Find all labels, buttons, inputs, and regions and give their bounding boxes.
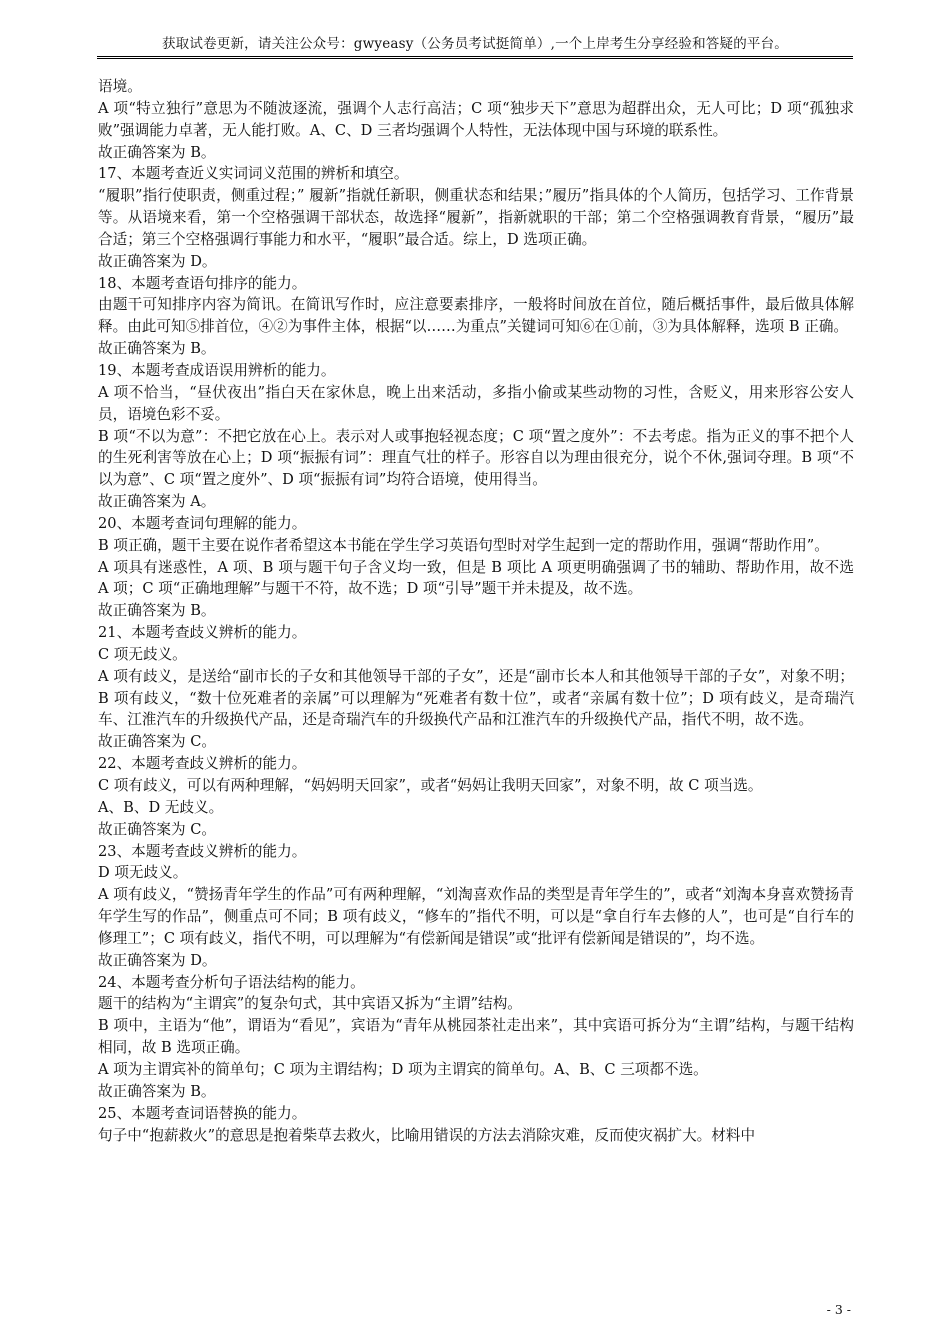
paragraph: 故正确答案为 D。 — [98, 252, 217, 270]
question-heading: 19、本题考查成语误用辨析的能力。 — [98, 361, 336, 379]
paragraph: B 项中，主语为“他”，谓语为“看见”，宾语为“青年从桃园茶社走出来”，其中宾语可拆分为“主谓”结构，与题干结构相同，故 B 选项正确。 — [98, 1017, 854, 1057]
paragraph: 故正确答案为 B。 — [98, 143, 216, 161]
paragraph: 故正确答案为 C。 — [98, 820, 216, 838]
question-heading: 18、本题考查语句排序的能力。 — [98, 274, 307, 292]
paragraph: 语境。 — [98, 78, 142, 95]
paragraph: D 项无歧义。 — [98, 864, 188, 882]
paragraph: B 项正确，题干主要在说作者希望这本书能在学生学习英语句型时对学生起到一定的帮助作用，强调“帮助作用”。 — [98, 536, 829, 554]
paragraph: A 项为主谓宾补的简单句；C 项为主谓结构；D 项为主谓宾的简单句。A、B、C 三项都不选。 — [98, 1060, 708, 1078]
paragraph: 句子中“抱薪救火”的意思是抱着柴草去救火，比喻用错误的方法去消除灾难，反而使灾祸扩大。材料中 — [98, 1126, 756, 1144]
paragraph: A 项有歧义，“赞扬青年学生的作品”可有两种理解，“刘淘喜欢作品的类型是青年学生的”，或者“刘淘本身喜欢赞扬青年学生写的作品”，侧重点可不同；B 项有歧义，“修车的”指代不明，可以是“拿自行车去修的人”，也可是“自行车的修理工”；C 项有歧义，指代不明，可以理解为“有偿新闻是错误”或“批评有偿新闻是错误的”，均不选。 — [98, 886, 854, 947]
question-heading: 20、本题考查词句理解的能力。 — [98, 514, 307, 532]
paragraph: 故正确答案为 A。 — [98, 493, 216, 511]
paragraph: 由题干可知排序内容为简讯。在简讯写作时，应注意要素排序，一般将时间放在首位，随后概括事件，最后做具体解释。由此可知⑤排首位，④②为事件主体，根据“以……为重点”关键词可知⑥在①前，③为具体解释，选项 B 正确。 — [98, 296, 854, 336]
paragraph: C 项无歧义。 — [98, 645, 187, 663]
paragraph: B 项“不以为意”：不把它放在心上。表示对人或事抱轻视态度；C 项“置之度外”：不去考虑。指为正义的事不把个人的生死利害等放在心上；D 项“振振有词”：理直气壮的样子。形容自以为理由很充分，说个不休,强词夺理。B 项“不以为意”、C 项“置之度外”、D 项“振振有词”均符合语境，使用得当。 — [98, 427, 854, 489]
document-body — [98, 76, 854, 1146]
paragraph: A、B、D 无歧义。 — [98, 798, 224, 816]
paragraph: A 项具有迷惑性，A 项、B 项与题干句子含义均一致，但是 B 项比 A 项更明确强调了书的辅助、帮助作用，故不选 A 项；C 项“正确地理解”与题干不符，故不选；D 项“引导”题干并未提及，故不选。 — [98, 558, 854, 598]
question-heading: 23、本题考查歧义辨析的能力。 — [98, 842, 307, 860]
paragraph: 故正确答案为 B。 — [98, 1082, 216, 1100]
paragraph: A 项不恰当，“昼伏夜出”指白天在家休息，晚上出来活动，多指小偷或某些动物的习性，含贬义，用来形容公安人员，语境色彩不妥。 — [98, 383, 854, 423]
paragraph: A 项有歧义，是送给“副市长的子女和其他领导干部的子女”，还是“副市长本人和其他领导干部的子女”，对象不明；B 项有歧义，“数十位死难者的亲属”可以理解为“死难者有数十位”，或者“亲属有数十位”；D 项有歧义，是奇瑞汽车、江淮汽车的升级换代产品，还是奇瑞汽车的升级换代产品和江淮汽车的升级换代产品，指代不明，故不选。 — [98, 667, 854, 729]
question-heading: 17、本题考查近义实词词义范围的辨析和填空。 — [98, 165, 409, 183]
question-heading: 25、本题考查词语替换的能力。 — [98, 1104, 307, 1122]
page-header: 获取试卷更新，请关注公众号：gwyeasy（公务员考试挺简单）,一个上岸考生分享经验和答疑的平台。 — [97, 32, 853, 59]
paragraph: 故正确答案为 C。 — [98, 733, 216, 751]
paragraph: C 项有歧义，可以有两种理解，“妈妈明天回家”，或者“妈妈让我明天回家”，对象不明，故 C 项当选。 — [98, 777, 763, 794]
paragraph: 题干的结构为“主谓宾”的复杂句式，其中宾语又拆为“主谓”结构。 — [98, 995, 522, 1013]
paragraph: “履职”指行使职责，侧重过程；” 履新”指就任新职，侧重状态和结果；”履历”指具体的个人简历，包括学习、工作背景等。从语境来看，第一个空格强调干部状态，故选择“履新”，指新就职的干部；第二个空格强调教育背景，“履历”最合适；第三个空格强调行事能力和水平，“履职”最合适。综上，D 选项正确。 — [98, 187, 854, 248]
paragraph: A 项“特立独行”意思为不随波逐流，强调个人志行高洁；C 项“独步天下”意思为超群出众，无人可比；D 项“孤独求败”强调能力卓著，无人能打败。A、C、D 三者均强调个人特性，无法体现中国与环境的联系性。 — [98, 99, 854, 139]
page-number: - 3 - — [826, 1302, 851, 1317]
paragraph: 故正确答案为 D。 — [98, 951, 217, 969]
question-heading: 21、本题考查歧义辨析的能力。 — [98, 624, 307, 642]
question-heading: 24、本题考查分析句子语法结构的能力。 — [98, 973, 365, 991]
paragraph: 故正确答案为 B。 — [98, 602, 216, 620]
paragraph: 故正确答案为 B。 — [98, 340, 216, 358]
question-heading: 22、本题考查歧义辨析的能力。 — [98, 755, 307, 773]
